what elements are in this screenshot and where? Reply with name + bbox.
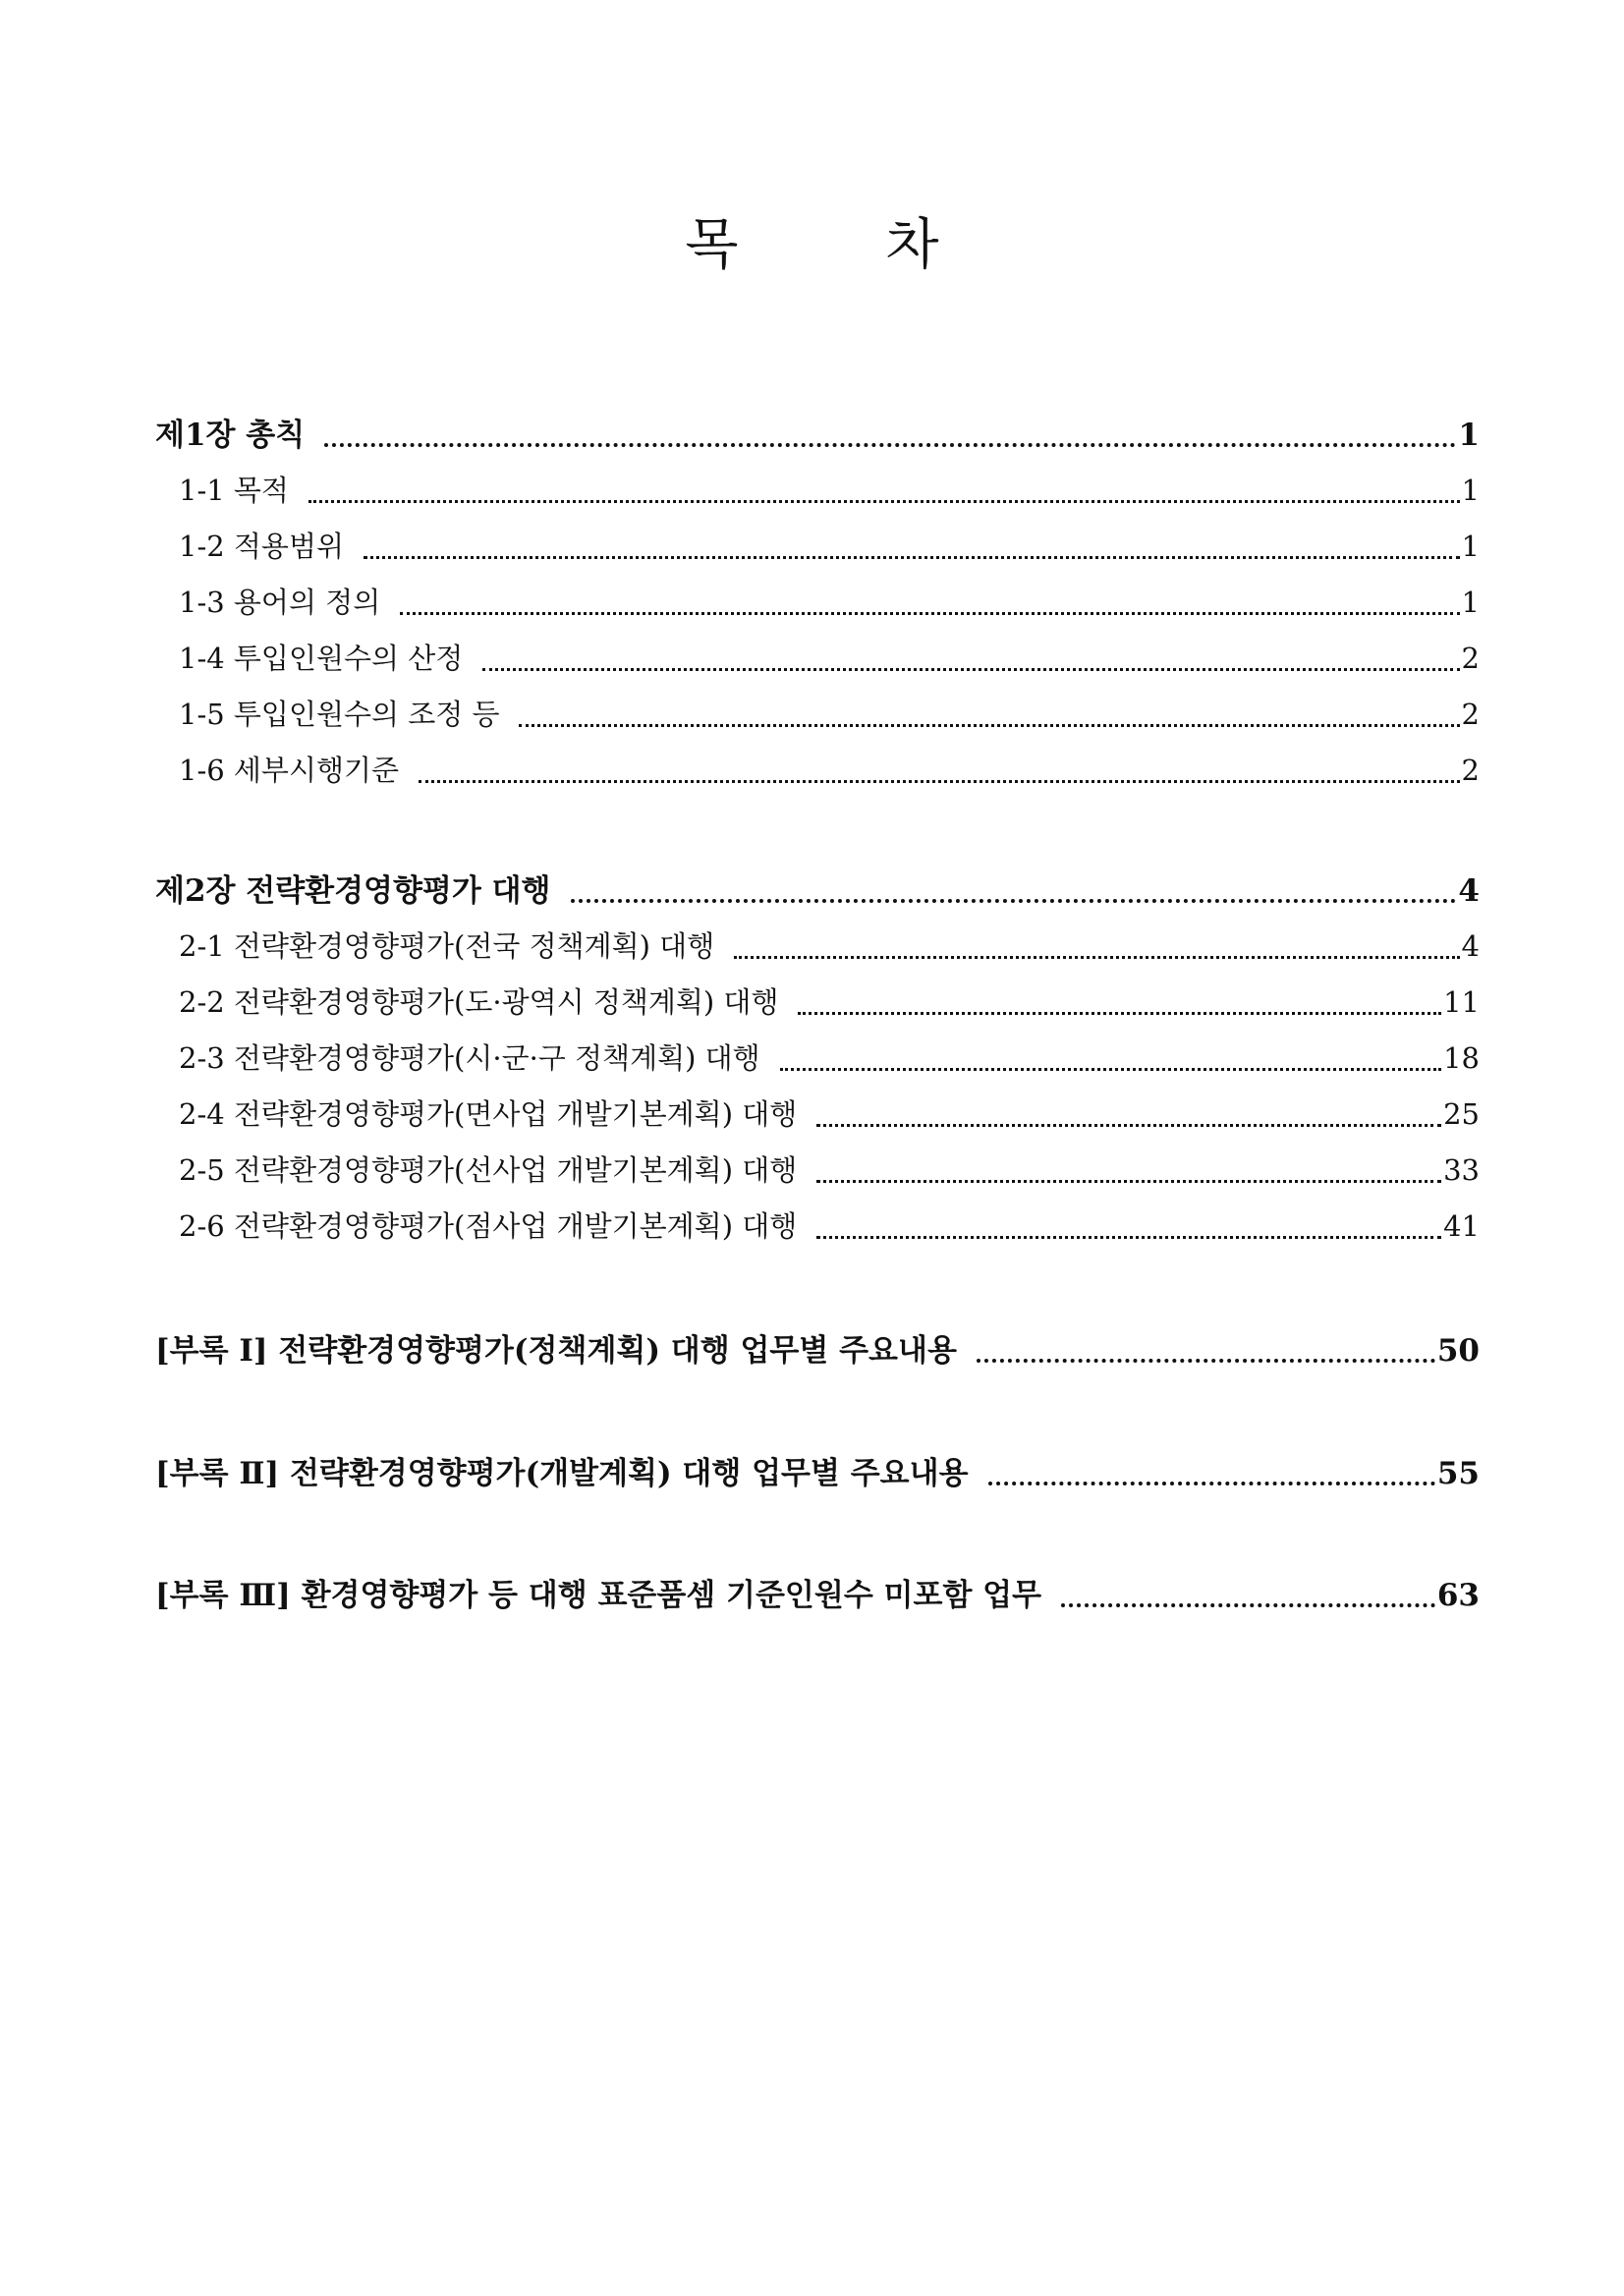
toc-entry-label: 2-2 전략환경영향평가(도·광역시 정책계획) 대행	[179, 985, 779, 1019]
dot-leader	[1061, 1603, 1435, 1607]
toc-page-number: 50	[1436, 1333, 1480, 1369]
toc-appendix-1[interactable]	[155, 1325, 1480, 1370]
toc-appendix-3[interactable]	[155, 1570, 1480, 1614]
dot-leader	[988, 1482, 1435, 1485]
toc-section-2-1[interactable]	[179, 924, 1480, 965]
toc-section-1-4[interactable]	[179, 637, 1480, 677]
dot-leader	[780, 1068, 1441, 1071]
toc-entry-label: [부록 Ⅰ] 전략환경영향평가(정책계획) 대행 업무별 주요내용	[155, 1333, 957, 1369]
toc-entry-label: 1-3 용어의 정의	[179, 586, 381, 619]
dot-leader	[816, 1124, 1441, 1127]
toc-page-number: 1	[1461, 530, 1480, 563]
page-title	[0, 213, 1624, 277]
dot-leader	[324, 443, 1456, 447]
toc-chapter-2[interactable]	[155, 866, 1480, 910]
dot-leader	[816, 1236, 1441, 1239]
toc-entry-label: 1-2 적용범위	[179, 530, 344, 563]
toc-entry-label: 2-1 전략환경영향평가(전국 정책계획) 대행	[179, 929, 715, 963]
toc-chapter-1[interactable]	[155, 410, 1480, 454]
toc-entry-label: 제2장 전략환경영향평가 대행	[155, 873, 551, 909]
toc-page-number: 2	[1461, 754, 1480, 787]
toc-entry-label: 제1장 총칙	[155, 418, 306, 453]
dot-leader	[364, 556, 1460, 559]
dot-leader	[798, 1012, 1441, 1015]
dot-leader	[400, 612, 1459, 615]
toc-page-number: 1	[1461, 586, 1480, 619]
toc-entry-label: 2-4 전략환경영향평가(면사업 개발기본계획) 대행	[179, 1097, 798, 1131]
toc-page-number: 33	[1443, 1153, 1480, 1187]
toc-page-number: 1	[1461, 474, 1480, 507]
toc-page-number: 2	[1461, 698, 1480, 731]
toc-entry-label: [부록 Ⅲ] 환경영향평가 등 대행 표준품셈 기준인원수 미포함 업무	[155, 1578, 1042, 1613]
dot-leader	[816, 1180, 1441, 1183]
toc-page-number: 63	[1436, 1578, 1480, 1613]
toc-section-2-3[interactable]	[179, 1036, 1480, 1077]
toc-section-2-2[interactable]	[179, 980, 1480, 1021]
toc-entry-label: 2-3 전략환경영향평가(시·군·구 정책계획) 대행	[179, 1041, 760, 1075]
toc-entry-label: 1-1 목적	[179, 474, 289, 507]
toc-page-number: 4	[1458, 873, 1480, 909]
toc-page-number: 2	[1461, 642, 1480, 675]
toc-page-number: 11	[1443, 985, 1480, 1019]
toc-page-number: 1	[1458, 418, 1480, 453]
dot-leader	[977, 1359, 1435, 1363]
dot-leader	[308, 500, 1460, 503]
toc-section-1-1[interactable]	[179, 469, 1480, 509]
toc-section-2-6[interactable]	[179, 1204, 1480, 1245]
toc-appendix-2[interactable]	[155, 1448, 1480, 1492]
toc-page-number: 41	[1443, 1209, 1480, 1243]
toc-page-number: 25	[1443, 1097, 1480, 1131]
toc-page-number: 4	[1461, 929, 1480, 963]
toc-page-number: 55	[1436, 1456, 1480, 1491]
toc-entry-label: 1-5 투입인원수의 조정 등	[179, 698, 500, 731]
toc-section-1-2[interactable]	[179, 525, 1480, 565]
toc-section-1-6[interactable]	[179, 749, 1480, 789]
toc-section-1-5[interactable]	[179, 693, 1480, 733]
toc-entry-label: 2-5 전략환경영향평가(선사업 개발기본계획) 대행	[179, 1153, 798, 1187]
dot-leader	[734, 956, 1459, 959]
toc-entry-label: [부록 Ⅱ] 전략환경영향평가(개발계획) 대행 업무별 주요내용	[155, 1456, 969, 1491]
toc-section-1-3[interactable]	[179, 581, 1480, 621]
toc-entry-label: 1-4 투입인원수의 산정	[179, 642, 464, 675]
title-char-1: 목	[685, 213, 739, 277]
toc-page-number: 18	[1443, 1041, 1480, 1075]
dot-leader	[482, 668, 1459, 671]
dot-leader	[571, 899, 1457, 903]
title-char-2: 차	[885, 213, 939, 277]
toc-entry-label: 1-6 세부시행기준	[179, 754, 400, 787]
toc-section-2-5[interactable]	[179, 1148, 1480, 1189]
dot-leader	[519, 724, 1459, 727]
dot-leader	[419, 780, 1460, 783]
toc-section-2-4[interactable]	[179, 1092, 1480, 1133]
toc-entry-label: 2-6 전략환경영향평가(점사업 개발기본계획) 대행	[179, 1209, 798, 1243]
